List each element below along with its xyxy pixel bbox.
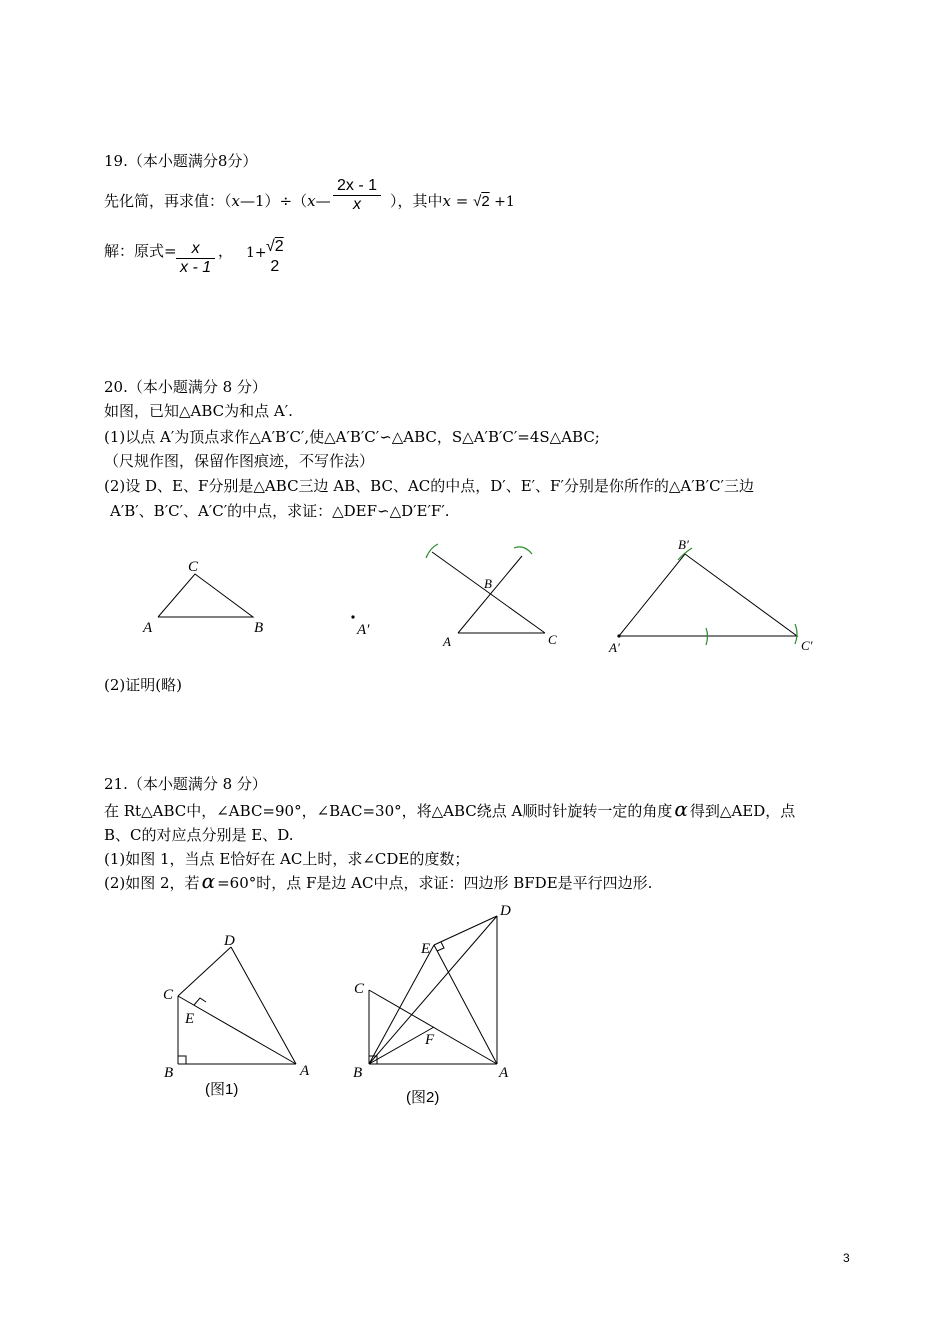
- q21-line2: B、C的对应点分别是 E、D.: [104, 826, 294, 844]
- q21-fig1-label-a: A: [300, 1063, 310, 1079]
- q20-fig3-label-aprime: A′: [609, 640, 620, 655]
- q20-fig2-label-b: B: [484, 576, 492, 591]
- q20-line5: A′B′、B′C′、A′C′的中点，求证：△DEF∽△D′E′F′.: [110, 502, 450, 520]
- q21-line1b: 得到△AED，点: [689, 802, 796, 820]
- q19-sqrt-sign: √2: [473, 193, 490, 210]
- q19-header: 19.（本小题满分8分）: [104, 152, 258, 170]
- q21-fig2-caption: (图2): [406, 1089, 440, 1106]
- q20-proof: (2)证明(略): [104, 676, 182, 694]
- q19-eq: =: [450, 192, 474, 210]
- q19-ans2-num: √2: [266, 238, 284, 255]
- q19-ans2-den: 2: [270, 258, 280, 275]
- q21-fig2-label-c: C: [354, 981, 365, 997]
- page-number: 3: [843, 1251, 850, 1265]
- q20-line4: (2)设 D、E、F分别是△ABC三边 AB、BC、AC的中点，D′、E′、F′分别是你所作的△A′B′C′三边: [104, 477, 754, 495]
- q21-line4a: (2)如图 2，若: [104, 874, 200, 892]
- q21-fig1-label-c: C: [163, 987, 174, 1003]
- q19-prompt-c: ），其中: [390, 192, 443, 210]
- q20-fig1-label-b: B: [254, 620, 264, 636]
- q21-alpha2: α: [201, 869, 216, 893]
- q20-fig1-label-c: C: [188, 559, 199, 575]
- q21-fig1-label-d: D: [224, 933, 235, 949]
- q19-answer-label: 解：原式=: [104, 242, 177, 260]
- q19-plus1: +1: [489, 194, 515, 210]
- q21-fig1-caption: (图1): [205, 1081, 239, 1098]
- q19-ans2-root: 2: [274, 238, 284, 255]
- q19-root: 2: [481, 193, 490, 210]
- q21-line4b: =60°时，点 F是边 AC中点，求证：四边形 BFDE是平行四边形.: [217, 874, 653, 892]
- q21-fig1-lines: [178, 947, 296, 1064]
- q21-fig2-label-d: D: [500, 903, 511, 919]
- q21-fig2-label-f: F: [425, 1032, 435, 1048]
- q19-comma: ，: [218, 242, 234, 260]
- q21-fig2-label-a: A: [499, 1065, 509, 1081]
- q19-frac-num: 2x - 1: [333, 177, 381, 196]
- q19-frac-den: x: [353, 196, 361, 213]
- q20-line2: (1)以点 A′为顶点求作△A′B′C′,使△A′B′C′∽△ABC，S△A′B′C′=4S△ABC;: [104, 428, 600, 446]
- q20-fig1-label-a: A: [143, 620, 153, 636]
- q21-alpha: α: [674, 797, 688, 821]
- q19-var-x2: x: [307, 192, 316, 210]
- q20-fig3-label-bprime: B′: [678, 537, 689, 552]
- q20-fig3-label-cprime: C′: [801, 638, 813, 653]
- q19-var-x1: x: [231, 192, 240, 210]
- q21-line3: (1)如图 1，当点 E恰好在 AC上时，求∠CDE的度数；: [104, 850, 470, 868]
- q21-fig2-label-e: E: [421, 941, 431, 957]
- q20-fig2-label-a: A: [443, 634, 451, 649]
- q21-fig2-label-b: B: [353, 1065, 363, 1081]
- q21-line1: 在 Rt△ABC中，∠ABC=90°，∠BAC=30°，将△ABC绕点 A顺时针旋转一定的角度: [104, 802, 673, 820]
- q20-label-aprime: A′: [357, 622, 370, 638]
- q20-line3: （尺规作图，保留作图痕迹，不写作法）: [104, 452, 375, 470]
- q21-fig1-label-b: B: [164, 1065, 174, 1081]
- q19-var-x3: x: [442, 192, 451, 210]
- q19-prompt-b: —1）÷（: [239, 192, 308, 210]
- q20-fig2-label-c: C: [548, 632, 557, 647]
- q19-prompt-a: 先化简，再求值：（: [104, 192, 232, 210]
- q21-header: 21.（本小题满分 8 分）: [104, 775, 267, 793]
- q20-line1: 如图，已知△ABC为和点 A′.: [104, 402, 293, 420]
- q19-ans2-pre: 1+: [246, 245, 267, 261]
- q19-dash: —: [315, 192, 331, 210]
- q19-ans-den: x - 1: [180, 259, 212, 276]
- q19-ans-num: x: [176, 240, 215, 259]
- q20-header: 20.（本小题满分 8 分）: [104, 378, 267, 396]
- q21-fig1-label-e: E: [185, 1011, 195, 1027]
